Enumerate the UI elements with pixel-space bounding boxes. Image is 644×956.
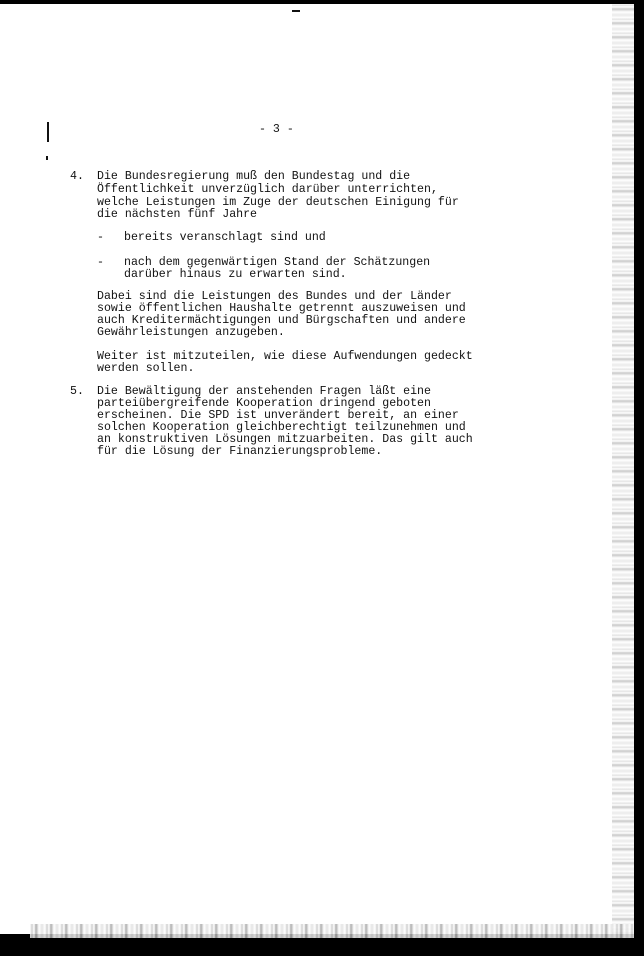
scan-noise-bottom (30, 924, 634, 938)
item-5-line-6: für die Lösung der Finanzierungsprobleme. (97, 445, 383, 458)
document-page (0, 4, 634, 934)
item-4-line-3: welche Leistungen im Zuge der deutschen Einigung für (97, 196, 459, 209)
bullet-2-line-2: darüber hinaus zu erwarten sind. (124, 268, 347, 281)
item-5-line-4: solchen Kooperation gleichberechtigt teilzunehmen und (97, 421, 466, 434)
bullet-1-dash: - (97, 231, 104, 244)
scan-mark-left (47, 122, 49, 142)
scan-noise-right (612, 4, 634, 934)
bullet-2-line-1: nach dem gegenwärtigen Stand der Schätzungen (124, 256, 431, 269)
item-5-line-3: erscheinen. Die SPD ist unverändert bereit, an einer (97, 409, 459, 422)
bullet-1-line-1: bereits veranschlagt sind und (124, 231, 326, 244)
item-4-para2-line-3: auch Kreditermächtigungen und Bürgschaften und andere (97, 314, 466, 327)
item-4-para2-line-1: Dabei sind die Leistungen des Bundes und der Länder (97, 290, 452, 303)
page-number: - 3 - (259, 123, 294, 136)
bullet-2-dash: - (97, 256, 104, 269)
item-4-para3-line-2: werden sollen. (97, 362, 195, 375)
item-5-line-5: an konstruktiven Lösungen mitzuarbeiten. Das gilt auch (97, 433, 473, 446)
item-5-line-2: parteiübergreifende Kooperation dringend geboten (97, 397, 431, 410)
item-4-line-4: die nächsten fünf Jahre (97, 208, 258, 221)
scan-mark-top (292, 10, 300, 12)
item-4-line-2: Öffentlichkeit unverzüglich darüber unterrichten, (97, 183, 438, 196)
item-4-number: 4. (70, 170, 84, 183)
item-4-para2-line-4: Gewährleistungen anzugeben. (97, 326, 285, 339)
item-4-line-1: Die Bundesregierung muß den Bundestag und die (97, 170, 411, 183)
item-4-para3-line-1: Weiter ist mitzuteilen, wie diese Aufwendungen gedeckt (97, 350, 473, 363)
scan-mark-left-dot (46, 156, 48, 160)
item-5-number: 5. (70, 385, 84, 398)
item-4-para2-line-2: sowie öffentlichen Haushalte getrennt auszuweisen und (97, 302, 466, 315)
item-5-line-1: Die Bewältigung der anstehenden Fragen läßt eine (97, 385, 431, 398)
